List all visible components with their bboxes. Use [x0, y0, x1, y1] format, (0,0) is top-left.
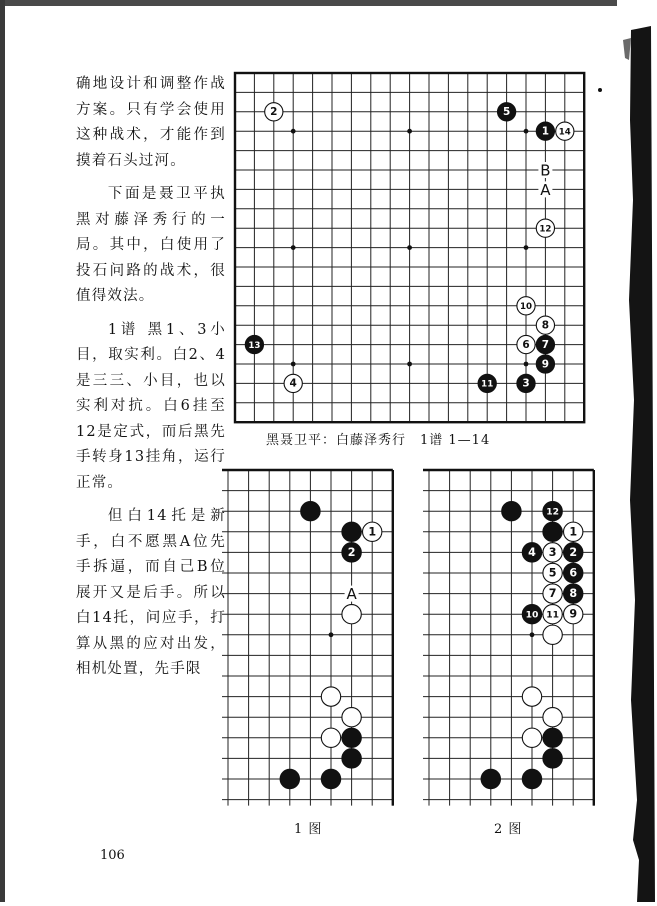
- main-stone-black: [517, 374, 535, 392]
- d2-move-number: 6: [569, 566, 578, 580]
- main-board-caption: 黑聂卫平：白藤泽秀行 1谱 1—14: [266, 433, 491, 448]
- paragraph-2: 下面是聂卫平执黑对藤泽秀行的一局。其中，白使用了投石问路的战术，很值得效法。: [76, 186, 226, 304]
- go-board-main: [232, 70, 588, 428]
- main-stone-black: [536, 335, 554, 353]
- diagram-1-caption: 1 图: [294, 822, 323, 837]
- d1-stone-black: [321, 769, 340, 788]
- main-move-number: 13: [248, 340, 261, 351]
- d1-stone-black: [280, 769, 299, 788]
- scan-top-edge: [0, 0, 657, 6]
- article-text: [76, 72, 226, 691]
- d1-stone-black: [342, 522, 361, 541]
- d1-stone-black: [342, 543, 361, 562]
- main-stone-black: [536, 355, 554, 373]
- d1-move-number: 2: [347, 545, 356, 559]
- main-star-point: [407, 245, 412, 250]
- d2-move-number: 5: [548, 566, 557, 580]
- diagram-2-caption: 2 图: [494, 822, 523, 837]
- d1-stone-white: [321, 687, 340, 706]
- main-stone-white: [265, 103, 283, 121]
- main-stone-white: [517, 335, 535, 353]
- main-star-point: [291, 362, 296, 367]
- d2-stone-black: [543, 502, 562, 521]
- book-spine-shadow: [617, 0, 657, 902]
- d2-stone-white: [543, 584, 562, 603]
- main-stone-black: [478, 374, 496, 392]
- d1-stone-white: [342, 605, 361, 624]
- d2-stone-black: [522, 605, 541, 624]
- main-grid: [235, 73, 584, 422]
- main-move-number: 14: [558, 127, 571, 138]
- main-move-number: 3: [522, 377, 530, 390]
- d2-stone-white: [543, 563, 562, 582]
- d2-stone-black: [564, 563, 583, 582]
- paragraph-1: 确地设计和调整作战方案。只有学会使用这种战术，才能作到摸着石头过河。: [76, 76, 226, 169]
- main-stone-white: [556, 122, 574, 140]
- d2-move-number: 4: [528, 545, 536, 559]
- d2-move-number: 7: [548, 587, 557, 601]
- go-board-diagram-2: [423, 462, 605, 812]
- d2-stone-white: [522, 728, 541, 747]
- main-star-point: [291, 129, 296, 134]
- d2-move-number: 11: [546, 609, 559, 621]
- main-move-number: 8: [541, 319, 550, 332]
- main-stone-black: [245, 335, 263, 353]
- d1-stone-white: [321, 728, 340, 747]
- d2-stone-black: [543, 749, 562, 768]
- go-board-main-svg: [232, 70, 588, 428]
- d1-star-point: [329, 632, 334, 637]
- scan-left-edge: [0, 0, 5, 902]
- d1-position-letter: A: [346, 585, 357, 604]
- main-star-point: [524, 129, 529, 134]
- d2-move-number: 8: [569, 587, 578, 601]
- d2-stone-black: [522, 769, 541, 788]
- paragraph-3: 1谱 黑1、3小目，取实利。白2、4是三三、小目，也以实利对抗。白6挂至12是定式，而后黑先手转身13挂角，运行正常。: [76, 321, 226, 491]
- d2-stone-white: [543, 543, 562, 562]
- page-number: 106: [100, 848, 125, 863]
- d2-star-point: [530, 632, 535, 637]
- d2-stone-black: [502, 502, 521, 521]
- main-star-point: [407, 129, 412, 134]
- paragraph-4: 但白14托是新手，白不愿黑A位先手拆逼，而自己B位展开又是后手。所以白14托，问应手，打算从黑的应对出发，相机处置，先手限: [76, 508, 226, 677]
- main-star-point: [291, 245, 296, 250]
- d2-stone-white: [564, 522, 583, 541]
- go-board-diagram-1-svg: [222, 462, 408, 812]
- go-board-diagram-2-svg: [423, 462, 605, 812]
- main-move-number: 5: [502, 106, 511, 119]
- main-star-point: [407, 362, 412, 367]
- d2-stone-white: [564, 605, 583, 624]
- d1-stone-white: [363, 522, 382, 541]
- main-move-number: 10: [519, 302, 533, 313]
- d2-move-number: 9: [569, 607, 578, 621]
- d2-move-number: 3: [548, 545, 557, 559]
- d2-stone-black: [543, 728, 562, 747]
- main-move-number: 2: [270, 106, 278, 119]
- d1-stone-black: [342, 728, 361, 747]
- main-star-point: [524, 362, 529, 367]
- d2-move-number: 2: [569, 545, 578, 559]
- main-move-number: 11: [481, 379, 494, 390]
- d2-stone-black: [522, 543, 541, 562]
- d2-move-number: 12: [546, 506, 559, 518]
- main-move-number: 7: [541, 338, 550, 351]
- main-move-number: 6: [522, 338, 530, 351]
- go-board-diagram-1: [222, 462, 408, 812]
- d1-stone-black: [342, 749, 361, 768]
- main-position-letter: A: [540, 180, 551, 199]
- main-position-letter: B: [540, 161, 551, 180]
- d2-stone-white: [522, 687, 541, 706]
- d2-stone-black: [564, 584, 583, 603]
- main-stone-black: [497, 103, 515, 121]
- main-move-number: 1: [541, 125, 550, 138]
- main-stone-white: [536, 316, 554, 334]
- d2-stone-black: [564, 543, 583, 562]
- main-star-point: [524, 245, 529, 250]
- scan-right-edge: [617, 0, 657, 902]
- main-move-number: 12: [539, 224, 552, 235]
- d2-stone-white: [543, 625, 562, 644]
- main-move-number: 9: [541, 358, 550, 371]
- main-stone-white: [536, 219, 554, 237]
- d2-stone-white: [543, 605, 562, 624]
- scan-speck: [598, 88, 602, 92]
- main-stone-black: [536, 122, 554, 140]
- d2-stone-white: [543, 708, 562, 727]
- d2-stone-black: [543, 522, 562, 541]
- d2-move-number: 10: [525, 609, 539, 621]
- main-stone-white: [517, 297, 535, 315]
- d2-move-number: 1: [569, 525, 578, 539]
- main-stone-white: [284, 374, 302, 392]
- main-move-number: 4: [289, 377, 297, 390]
- d1-stone-white: [342, 708, 361, 727]
- d1-move-number: 1: [368, 525, 377, 539]
- d2-stone-black: [481, 769, 500, 788]
- d1-stone-black: [301, 502, 320, 521]
